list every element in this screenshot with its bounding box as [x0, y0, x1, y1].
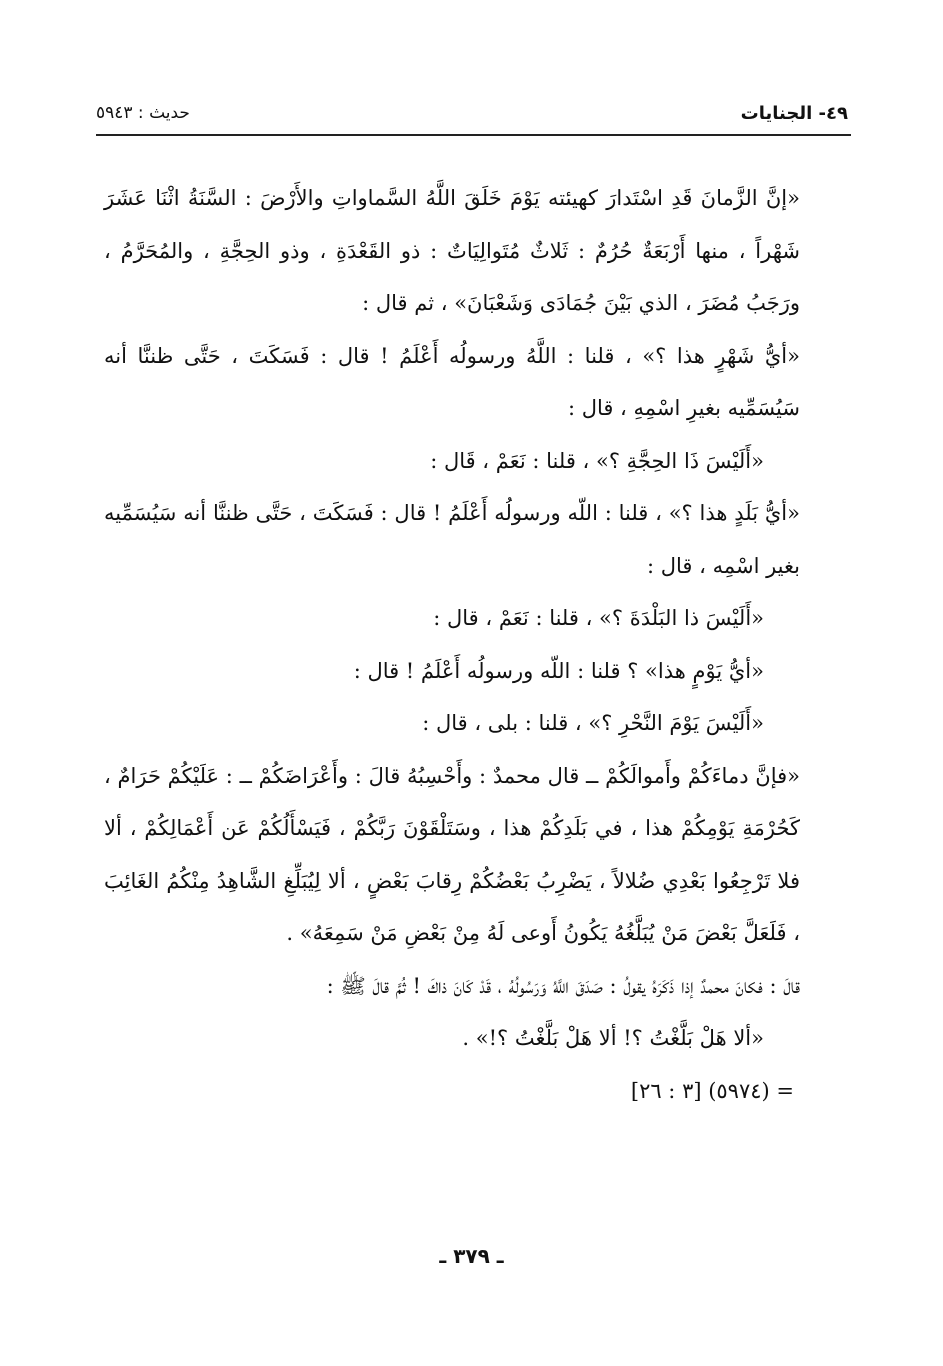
paragraph-dhul-hijjah: «أَلَيْسَ ذَا الحِجَّةِ ؟» ، قلنا : نَعَمْ ، قَال :: [430, 448, 764, 473]
paragraph-day-of-sacrifice: «أَلَيْسَ يَوْمَ النَّحْرِ ؟» ، قلنا : بلى ، قال :: [422, 711, 764, 735]
paragraph-which-land: «أيُّ بَلَدٍ هذا ؟» ، قلنا : اللّه ورسولُه أَعْلَمُ ! قال : فَسَكَتَ ، حَتَّى ظننَّا أنه سَيُسَمِّيه بغير اسْمِه ، قال :: [104, 501, 800, 578]
chapter-title: ٤٩- الجنايات: [740, 102, 848, 124]
page-header: [96, 98, 848, 128]
paragraph-the-land: «أَلَيْسَ ذا البَلْدَةَ ؟» ، قلنا : نَعَمْ ، قال :: [433, 606, 764, 630]
paragraph-which-day: «أيُّ يَوْمٍ هذا» ؟ قلنا : اللّه ورسولُه أَعْلَمُ ! قال :: [353, 658, 764, 683]
header-divider: [96, 134, 851, 136]
hadith-text: [104, 172, 842, 1117]
hadith-reference: حديث : ٥٩٤٣: [96, 103, 190, 123]
paragraph-sermon-opening: «إنَّ الزَّمانَ قَدِ اسْتَدارَ كهيئته يَوْمَ خَلَقَ اللَّهُ السَّماواتِ والأَرْضَ : السَّنَةُ اثْنَا عَشَرَ شَهْراً ، منها أَرْبَعَةٌ حُرُمٌ : ثَلاثٌ مُتَوالِيَاتٌ : ذو القَعْدَةِ ، وذو الحِجَّةِ ، والمُحَرَّمُ ، ورَجَبُ مُضَرَ ، الذي بَيْنَ جُمَادَى وَشَعْبَانَ» ، ثم قال :: [104, 186, 800, 315]
page-number: ـ ٣٧٩ ـ: [439, 1244, 504, 1268]
source-reference: = (٥٩٧٤) [٣ : ٢٦]: [630, 1078, 794, 1103]
paragraph-blood-and-wealth: «فإنَّ دماءَكُمْ وأَموالَكُمْ ــ قال محمدٌ : وأَحْسِبُهُ قالَ : وأَعْرَاضَكُمْ ــ : عَلَيْكُمْ حَرَامٌ ، كَحُرْمَةِ يَوْمِكُمْ هذا ، في بَلَدِكُمْ هذا ، وسَتَلْقَوْنَ رَبَّكُمْ ، فَيَسْأَلُكُمْ عَن أَعْمَالِكُمْ ، ألا فلا تَرْجِعُوا بَعْدِي ضُلالاً ، يَضْرِبُ بَعْضُكُمْ رِقابَ بَعْضٍ ، ألا لِيُبَلِّغِ الشَّاهِدُ مِنْكُمُ الغَائِبَ ، فَلَعَلَّ بَعْضَ مَنْ يُبَلَّغُهُ يَكُونُ أَوعى لَهُ مِنْ بَعْضِ مَنْ سَمِعَهُ» .: [104, 763, 800, 945]
paragraph-which-month: «أيُّ شَهْرٍ هذا ؟» ، قلنا : اللَّهُ ورسولُه أَعْلَمُ ! قال : فَسَكَتَ ، حَتَّى ظننَّا أنه سَيُسَمِّيه بغيرِ اسْمِهِ ، قال :: [104, 343, 800, 420]
paragraph-muhammad-comment: قالَ : فكانَ محمدٌ إذا ذَكَرَهُ يقولُ : صَدَقَ اللَّهُ وَرَسُولُهُ ، قَدْ كَانَ ذاكَ ! ثُمَّ قالَ ﷺ :: [326, 973, 800, 998]
paragraph-have-i-conveyed: «ألا هَلْ بَلَّغْتُ ؟! ألا هَلْ بَلَّغْتُ ؟!» .: [462, 1026, 764, 1050]
